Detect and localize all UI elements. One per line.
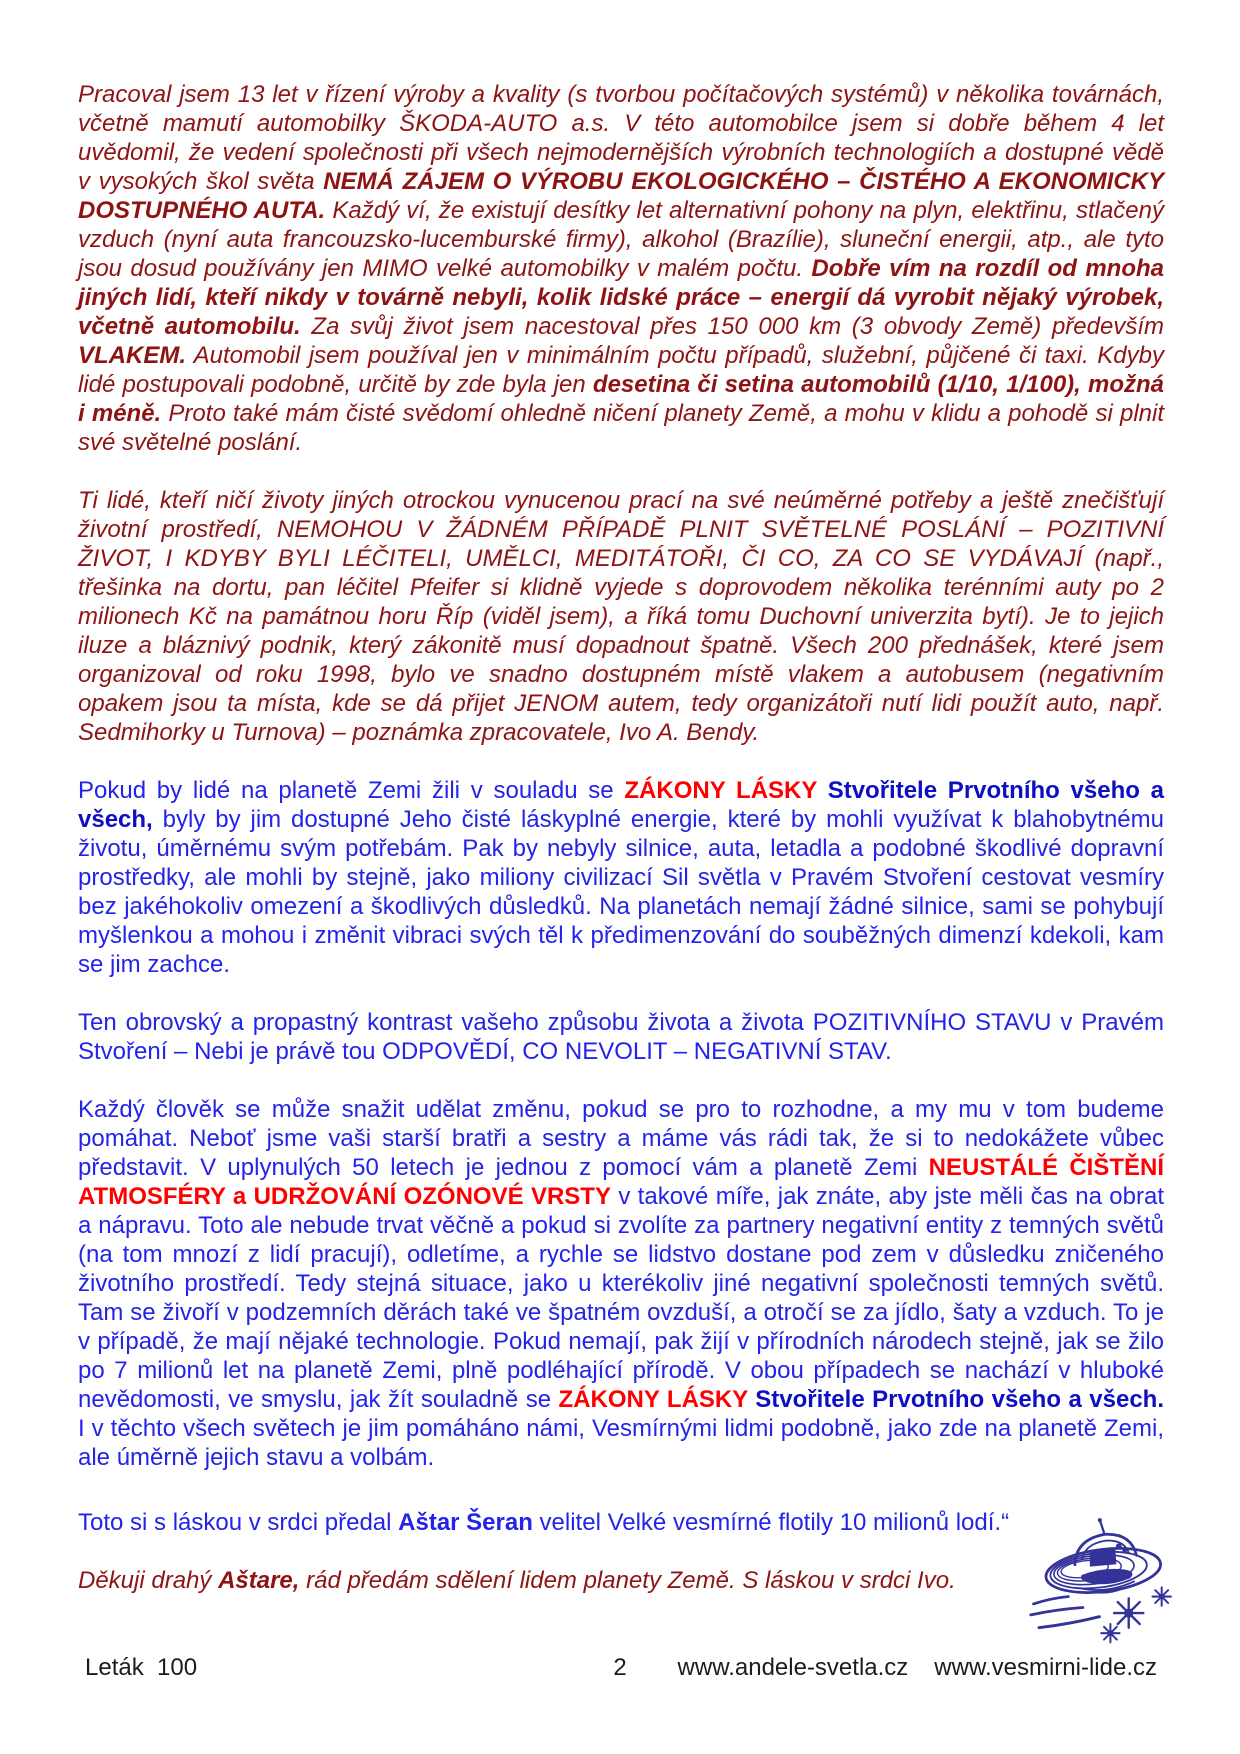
text-segment: velitel Velké vesmírné flotily 10 milionů lodí.“: [532, 1509, 1010, 1536]
text-segment: desetina či setina automobilů (1/10, 1/100), možná i méně.: [78, 371, 1164, 427]
text-segment: Proto také mám čisté svědomí ohledně ničení planety Země, a mohu v klidu a pohodě si plnit své světelné poslání.: [78, 400, 1164, 456]
text-segment: Stvořitele Prvotního všeho a všech.: [747, 1386, 1164, 1413]
footer-links: [678, 1653, 1157, 1682]
text-segment: Ten obrovský a propastný kontrast vašeho způsobu života a života POZITIVNÍHO STAVU v Pravém Stvoření – Nebi je právě tou ODPOVĚDÍ, CO NEVOLIT – NEGATIVNÍ STAV.: [78, 1009, 1164, 1065]
text-segment: ZÁKONY LÁSKY: [558, 1386, 748, 1413]
paragraph: [78, 1095, 1164, 1472]
text-segment: Toto si s láskou v srdci předal: [78, 1509, 399, 1536]
text-segment: Pokud by lidé na planetě Zemi žili v souladu se: [78, 777, 625, 804]
ufo-icon: [1026, 1516, 1182, 1646]
paragraph: [78, 486, 1164, 747]
document-label: Leták 100: [85, 1654, 198, 1681]
ufo-drawing: [1026, 1516, 1182, 1646]
link-vesmirni-lide[interactable]: www.vesmirni-lide.cz: [934, 1654, 1157, 1681]
text-segment: rád předám sdělení lidem planety Země. S láskou v srdci Ivo.: [299, 1567, 956, 1594]
text-segment: Automobil jsem používal jen v minimálním počtu případů, služební, půjčené či taxi. Kdyby lidé postupovali podobně, určitě by zde byla jen: [78, 342, 1164, 398]
link-andele-svetla[interactable]: www.andele-svetla.cz: [677, 1654, 909, 1681]
text-segment: VLAKEM.: [78, 342, 186, 369]
paragraph: [78, 1566, 1164, 1595]
text-segment: Aštar Šeran: [398, 1509, 533, 1536]
text-segment: Dobře vím na rozdíl od mnoha jiných lidí, kteří nikdy v továrně nebyli, kolik lidské práce – energií dá vyrobit nějaký výrobek, včetně automobilu.: [78, 255, 1164, 340]
text-segment: v takové míře, jak znáte, aby jste měli čas na obrat a nápravu. Toto ale nebude trvat věčně a pokud si zvolíte za partnery negativní entity z temných světů (na tom mnozí z lidí pracují), odletíme, a rychle se lidstvo dostane pod zem v důsledku zničeného životního prostředí. Tedy stejná situace, jako u kterékoliv jiné negativní společnosti temných světů. Tam se živoří v podzemních děrách také ve špatném ovzduší, a otročí se za jídlo, šaty a vzduch. To je v případě, že mají nějaké technologie. Pokud nemají, pak žijí v přírodních národech stejně, jak se žilo po 7 milionů let na planetě Zemi, plně podléhající přírodě. V obou případech se nachází v hluboké nevědomosti, ve smyslu, jak žít souladně se: [78, 1183, 1164, 1413]
text-segment: Pracoval jsem 13 let v řízení výroby a kvality (s tvorbou počítačových systémů) v několika továrnách, včetně mamutí automobilky ŠKODA-AUTO a.s. V této automobilce jsem si dobře během 4 let uvědomil, že vedení společnosti při všech nejmodernějších výrobních technologiích a dostupné vědě v vysokých škol světa: [78, 81, 1164, 195]
text-segment: Každý ví, že existují desítky let alternativní pohony na plyn, elektřinu, stlačený vzduch (nyní auta francouzsko-lucemburské firmy), alkohol (Brazílie), sluneční energii, atp., ale tyto jsou dosud používány jen MIMO velké automobilky v malém počtu.: [78, 197, 1164, 282]
text-segment: Každý člověk se může snažit udělat změnu, pokud se pro to rozhodne, a my mu v tom budeme pomáhat. Neboť jsme vaši starší bratři a sestry a máme vás rádi tak, že si to nedokážete vůbec představit. V uplynulých 50 letech je jednou z pomocí vám a planetě Zemi: [78, 1096, 1164, 1181]
text-segment: Za svůj život jsem nacestoval přes 150 000 km (3 obvody Země) především: [300, 313, 1164, 340]
text-segment: NEMÁ ZÁJEM O VÝROBU EKOLOGICKÉHO – ČISTÉHO A EKONOMICKY DOSTUPNÉHO AUTA.: [78, 168, 1164, 224]
text-segment: ZÁKONY LÁSKY: [624, 777, 817, 804]
text-segment: Aštare,: [218, 1567, 300, 1594]
page-number: 2: [613, 1654, 627, 1681]
text-segment: Ti lidé, kteří ničí životy jiných otrockou vynucenou prací na své neúměrné potřeby a ještě znečišťují životní prostředí, NEMOHOU V ŽÁDNÉM PŘÍPADĚ PLNIT SVĚTELNÉ POSLÁNÍ – POZITIVNÍ ŽIVOT, I KDYBY BYLI LÉČITELI, UMĚLCI, MEDITÁTOŘI, ČI CO, ZA CO SE VYDÁVAJÍ (např., třešinka na dortu, pan léčitel Pfeifer si klidně vyjede s doprovodem několika terénními auty po 2 milionech Kč na památnou horu Říp (viděl jsem), a říká tomu Duchovní univerzita bytí). Je to jejich iluze a bláznivý podnik, který zákonitě musí dopadnout špatně. Všech 200 přednášek, které jsem organizoval od roku 1998, bylo ve snadno dostupném místě vlakem a autobusem (negativním opakem jsou ta místa, kde se dá přijet JENOM autem, tedy organizátoři nutí lidi použít auto, např. Sedmihorky u Turnova) – poznámka zpracovatele, Ivo A. Bendy.: [78, 487, 1164, 746]
footer: [0, 1653, 1240, 1682]
paragraph: [78, 1508, 1164, 1537]
text-segment: Děkuji drahý: [78, 1567, 219, 1594]
text-segment: I v těchto všech světech je jim pomáháno námi, Vesmírnými lidmi podobně, jako zde na planetě Zemi, ale úměrně jejich stavu a volbám.: [78, 1415, 1164, 1471]
paragraph: [78, 1008, 1164, 1066]
paragraph: [78, 80, 1164, 457]
text-segment: NEUSTÁLÉ ČIŠTĚNÍ ATMOSFÉRY a UDRŽOVÁNÍ OZÓNOVÉ VRSTY: [78, 1154, 1165, 1210]
paragraph: [78, 776, 1164, 979]
text-segment: byly by jim dostupné Jeho čisté láskyplné energie, které by mohli využívat k blahobytnému životu, úměrnému svým potřebám. Pak by nebyly silnice, auta, letadla a podobné škodlivé dopravní prostředky, ale mohli by stejně, jako miliony civilizací Sil světla v Pravém Stvoření cestovat vesmíry bez jakéhokoliv omezení a škodlivých důsledků. Na planetách nemají žádné silnice, sami se pohybují myšlenkou a mohou i změnit vibraci svých těl k předimenzování do souběžných dimenzí kdekoli, kam se jim zachce.: [78, 806, 1164, 978]
text-segment: Stvořitele Prvotního všeho a všech,: [78, 777, 1165, 833]
